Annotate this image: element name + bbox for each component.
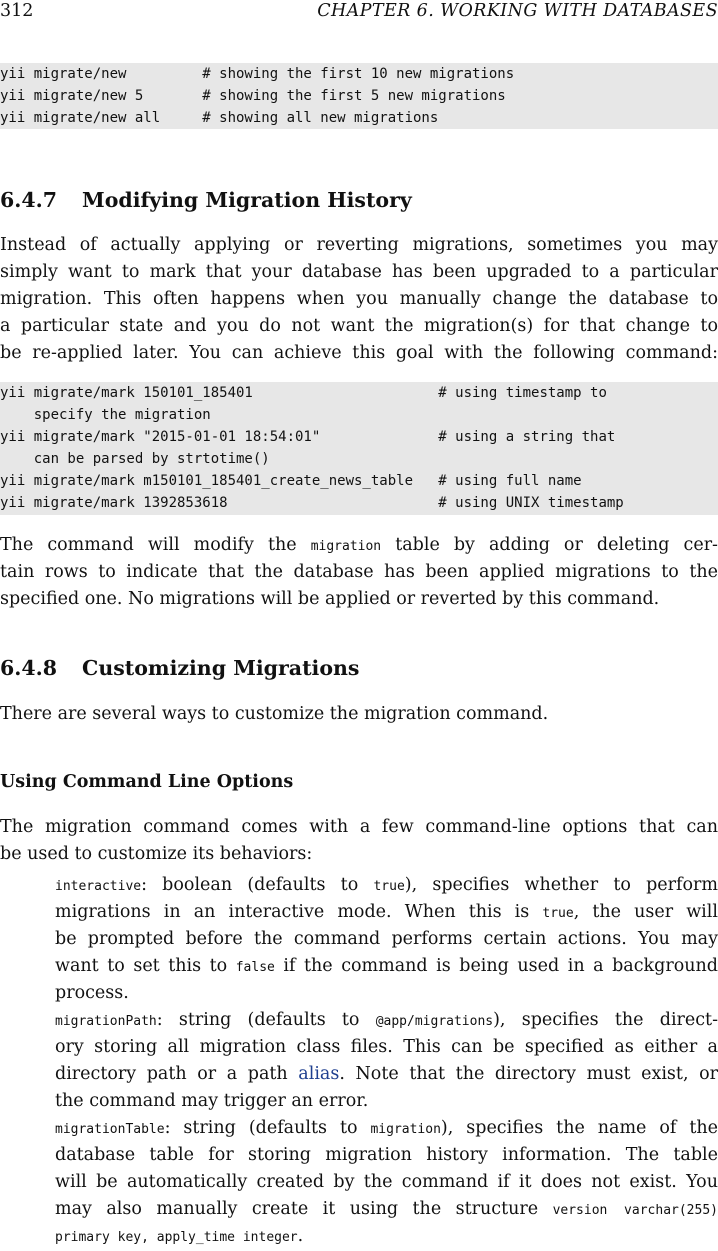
paragraph-customize-intro bbox=[0, 701, 718, 728]
inline-code: migration bbox=[370, 1122, 441, 1137]
text-run: ), specifies the name of the bbox=[440, 1118, 718, 1138]
text-run: migrations in an interactive mode. When this is bbox=[55, 902, 530, 922]
alias-link[interactable]: alias bbox=[298, 1064, 340, 1084]
code-line: yii migrate/mark "2015-01-01 18:54:01" # using a string that bbox=[0, 429, 616, 445]
code-line: yii migrate/mark m150101_185401_create_news_table # using full name bbox=[0, 473, 582, 489]
code-line: yii migrate/new # showing the first 10 new migrations bbox=[0, 66, 515, 82]
text-run: , the user will bbox=[573, 902, 718, 922]
option-name: migrationPath bbox=[55, 1014, 157, 1029]
paragraph-line: be re-applied later. You can achieve this goal with the following command: bbox=[0, 343, 718, 363]
code-block-migrate-mark bbox=[0, 382, 718, 515]
running-header bbox=[0, 0, 718, 22]
section-title: Customizing Migrations bbox=[82, 656, 360, 680]
option-line bbox=[55, 1061, 718, 1088]
option-line bbox=[55, 1223, 718, 1250]
paragraph-line: specified one. No migrations will be applied or reverted by this command. bbox=[0, 589, 660, 609]
option-line bbox=[55, 899, 718, 926]
option-line bbox=[55, 1115, 718, 1142]
section-heading-6-4-7 bbox=[0, 187, 412, 213]
paragraph-line bbox=[0, 532, 718, 559]
text-run: : string (defaults to bbox=[156, 1010, 360, 1030]
code-line: yii migrate/mark 150101_185401 # using timestamp to bbox=[0, 385, 607, 401]
option-line bbox=[55, 1196, 718, 1223]
paragraph-modifying-history bbox=[0, 232, 718, 367]
section-number: 6.4.8 bbox=[0, 656, 58, 680]
paragraph-line: a particular state and you do not want the migration(s) for that change to bbox=[0, 316, 718, 336]
option-name: migrationTable bbox=[55, 1122, 165, 1137]
code-line: specify the migration bbox=[0, 407, 211, 423]
option-line bbox=[55, 1007, 718, 1034]
option-line bbox=[55, 872, 718, 899]
paragraph-line: Instead of actually applying or reverting migrations, sometimes you may bbox=[0, 235, 718, 255]
option-name: interactive bbox=[55, 879, 142, 894]
option-line: the command may trigger an error. bbox=[55, 1091, 369, 1111]
text-run: want to set this to bbox=[55, 956, 228, 976]
code-line: can be parsed by strtotime() bbox=[0, 451, 270, 467]
text-run: . Note that the directory must exist, or bbox=[339, 1064, 718, 1084]
option-line: database table for storing migration history information. The table bbox=[55, 1145, 718, 1165]
text-run: The command will modify the bbox=[0, 535, 297, 555]
paragraph-line: There are several ways to customize the migration command. bbox=[0, 704, 549, 724]
option-line: will be automatically created by the command if it does not exist. You bbox=[55, 1172, 718, 1192]
section-title: Modifying Migration History bbox=[82, 188, 412, 212]
text-run: directory path or a path bbox=[55, 1064, 288, 1084]
text-run: ), specifies whether to perform bbox=[404, 875, 718, 895]
paragraph-command-effect bbox=[0, 532, 718, 613]
option-interactive bbox=[55, 872, 718, 1007]
code-line: yii migrate/new all # showing all new migrations bbox=[0, 110, 439, 126]
text-run: . bbox=[297, 1226, 304, 1246]
option-migration-table bbox=[55, 1115, 718, 1250]
page-number: 312 bbox=[0, 1, 34, 21]
option-line: be prompted before the command performs certain actions. You may bbox=[55, 929, 718, 949]
chapter-title: CHAPTER 6. WORKING WITH DATABASES bbox=[317, 1, 718, 21]
text-run: ), specifies the direct- bbox=[493, 1010, 718, 1030]
text-run: : boolean (defaults to bbox=[141, 875, 359, 895]
section-heading-6-4-8 bbox=[0, 655, 359, 681]
option-line bbox=[55, 953, 718, 980]
option-line: process. bbox=[55, 983, 129, 1003]
paragraph-line: simply want to mark that your database has been upgraded to a particular bbox=[0, 262, 718, 282]
paragraph-line: be used to customize its behaviors: bbox=[0, 844, 313, 864]
code-line: yii migrate/new 5 # showing the first 5 new migrations bbox=[0, 88, 506, 104]
inline-code: @app/migrations bbox=[375, 1014, 494, 1029]
option-line: ory storing all migration class files. This can be specified as either a bbox=[55, 1037, 718, 1057]
paragraph-line: The migration command comes with a few command-line options that can bbox=[0, 817, 718, 837]
inline-code: false bbox=[235, 960, 275, 975]
text-run: table by adding or deleting cer- bbox=[395, 535, 718, 555]
paragraph-line: tain rows to indicate that the database has been applied migrations to the bbox=[0, 562, 718, 582]
subsection-heading: Using Command Line Options bbox=[0, 772, 294, 792]
option-migration-path bbox=[55, 1007, 718, 1115]
paragraph-options-intro bbox=[0, 814, 718, 868]
section-number: 6.4.7 bbox=[0, 188, 58, 212]
paragraph-line: migration. This often happens when you manually change the database to bbox=[0, 289, 718, 309]
text-run: may also manually create it using the structure bbox=[55, 1199, 539, 1219]
code-line: yii migrate/mark 1392853618 # using UNIX timestamp bbox=[0, 495, 624, 511]
text-run: if the command is being used in a background bbox=[283, 956, 718, 976]
inline-code: true bbox=[542, 906, 574, 921]
inline-code: migration bbox=[310, 539, 382, 554]
text-run: : string (defaults to bbox=[164, 1118, 358, 1138]
inline-code: version varchar(255) bbox=[552, 1203, 718, 1218]
code-block-migrate-new bbox=[0, 63, 718, 129]
inline-code: true bbox=[373, 879, 405, 894]
inline-code: primary key, apply_time integer bbox=[55, 1230, 298, 1245]
